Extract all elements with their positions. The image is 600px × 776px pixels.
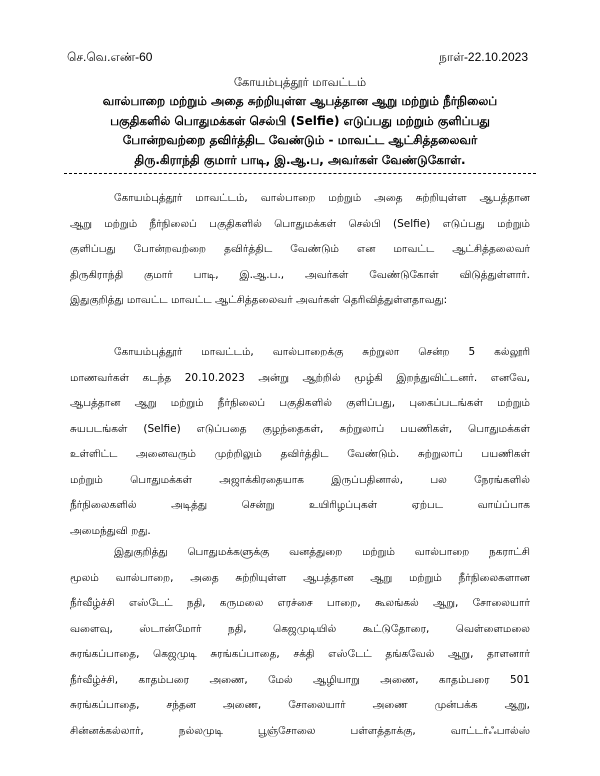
title-line: பகுதிகளில் பொதுமக்கள் செல்பி (Selfie) எடுப்பது மற்றும் குளிப்பது [110,113,490,128]
paragraph-line: உள்ளிட்ட அனைவரும் முற்றிலும் தவிர்த்திட வேண்டும். சுற்றுலாப் பயணிகள் [70,448,530,460]
divider-rule [64,173,536,174]
paragraph-line: வளைவு, ஸ்டான்மோர் நதி, கெஜமுடியில் கூட்டுதோரை, வெள்ளைமலை [70,622,530,635]
paragraph-line: சுரங்கப்பாதை, சந்தன அணை, சோலையார் அணை முன்பக்க ஆறு, [70,699,530,711]
document-title [60,92,540,170]
paragraph-line: மாணவர்கள் கடந்த 20.10.2023 அன்று ஆற்றில் மூழ்கி இறந்துவிட்டனர். எனவே, [70,371,530,384]
paragraph-3 [70,540,530,744]
paragraph-line: சுயபடங்கள் (Selfie) எடுப்பதை குழந்தைகள், சுற்றுலாப் பயணிகள், பொதுமக்கள் [70,422,530,435]
paragraph-line: மற்றும் பொதுமக்கள் அஜாக்கிரதையாக இருப்பதினால், பல நேரங்களில் [70,473,530,486]
reference-number: செ.வெ.எண்-60 [67,50,153,64]
paragraph-line: இதுகுறித்து மாவட்ட மாவட்ட ஆட்சித்தலைவர் அவர்கள் தெரிவித்துள்ளதாவது: [70,294,448,306]
title-line: திரு.கிராந்தி குமார் பாடி, இ.ஆ.ப, அவர்கள் வேண்டுகோள். [134,152,466,167]
paragraph-line: மூலம் வால்பாறை, அதை சுற்றியுள்ள ஆபத்தான ஆறு மற்றும் நீர்நிலைகளான [70,571,530,584]
paragraph-line: சுரங்கப்பாதை, கெஜமுடி சுரங்கப்பாதை, சக்தி எஸ்டேட் தங்கவேல் ஆறு, தாளனார் [70,648,530,660]
title-line: போன்றவற்றை தவிர்த்திட வேண்டும் - மாவட்ட ஆட்சித்தலைவர் [122,133,478,147]
district-name: கோயம்புத்தூர் மாவட்டம் [233,75,367,89]
paragraph-2 [70,340,530,544]
paragraph-line: இதுகுறித்து பொதுமக்களுக்கு வனத்துறை மற்றும் வால்பாறை நகராட்சி [114,546,530,558]
paragraph-1 [70,186,530,314]
paragraph-line: கோயம்புத்தூர் மாவட்டம், வால்பாறைக்கு சுற்றுலா சென்ற 5 கல்லூரி [114,346,530,358]
title-line: வால்பாறை மற்றும் அதை சுற்றியுள்ள ஆபத்தான ஆறு மற்றும் நீர்நிலைப் [102,94,498,108]
paragraph-line: ஆபத்தான ஆறு மற்றும் நீர்நிலைப் பகுதிகளில் குளிப்பது, புகைப்படங்கள் மற்றும் [70,397,530,409]
release-date: நாள்-22.10.2023 [439,50,528,64]
paragraph-line: சின்னக்கல்லார், நல்லமுடி பூஞ்சோலை பள்ளத்தாக்கு, வாட்டர்ஃபால்ஸ் [70,724,530,737]
paragraph-line: நீர்நிலைகளில் அடித்து சென்று உயிரிழப்புகள் ஏற்பட வாய்ப்பாக [70,499,530,511]
paragraph-line: கோயம்புத்தூர் மாவட்டம், வால்பாறை மற்றும் அதை சுற்றியுள்ள ஆபத்தான [114,192,530,204]
paragraph-line: நீர்வீழ்ச்சி எஸ்டேட் நதி, கருமலை எரச்சை பாறை, கூலங்கல் ஆறு, சோலையார் [70,597,530,609]
paragraph-line: திருகிராந்தி குமார் பாடி, இ.ஆ.ப., அவர்கள் வேண்டுகோள் விடுத்துள்ளார். [70,268,530,281]
paragraph-line: குளிப்பது போன்றவற்றை தவிர்த்திட வேண்டும் என மாவட்ட ஆட்சித்தலைவர் [70,243,530,255]
paragraph-line: ஆறு மற்றும் நீர்நிலைப் பகுதிகளில் பொதுமக்கள் செல்பி (Selfie) எடுப்பது மற்றும் [70,217,530,230]
paragraph-line: அமைந்துவி றது. [70,524,151,537]
paragraph-line: நீர்வீழ்ச்சி, காதம்பரை அணை, மேல் ஆழியாறு அணை, காதம்பரை 501 [70,673,530,686]
